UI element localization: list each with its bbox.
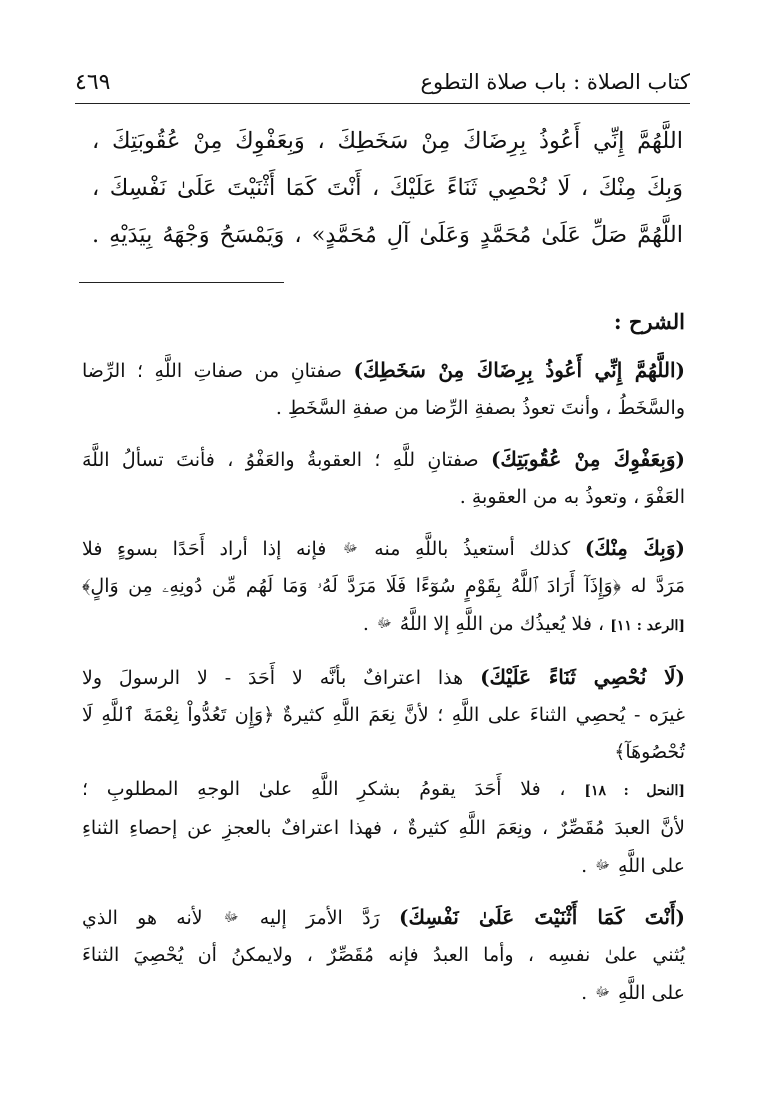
commentary-paragraph [82,899,685,1012]
commentary-paragraph [82,530,685,645]
paragraph-text: ، فلا يُعيذُك من اللَّهِ إلا اللَّهُ [399,613,605,635]
hadith-line: وَبِكَ مِنْكَ ، لَا نُحْصِي ثَنَاءً عَلَيْكَ ، أَنْتَ كَمَا أَثْنَيْتَ عَلَىٰ نَفْسِكَ ، [92,175,683,201]
paragraph-text: غيرَه - يُحصِي الثناءَ على اللَّهِ ؛ لأنَّ نِعَمَ اللَّهِ كثيرةٌ [282,704,685,726]
hadith-text [92,118,683,259]
commentary-title: الشرح : [613,309,685,334]
hadith-phrase: (لَا نُحْصِي ثَنَاءً عَلَيْكَ) [480,665,685,689]
honorific-symbol: ﷻ [595,985,610,1000]
paragraph-text: على اللَّهِ [617,855,685,877]
quran-verse: ﴿وَإِن تَعُدُّواْ نِعْمَةَ ٱللَّهِ لَا تُحْصُوهَآ﴾ [82,704,685,763]
page-number: ٤٦٩ [75,69,111,95]
paragraph-text: فإنه إذا أراد أَحَدًا بسوءٍ فلا [82,538,327,560]
honorific-symbol: ﷻ [223,910,239,925]
paragraph-text: رَدَّ الأمرَ إليه [259,907,380,929]
paragraph-text: كذلك أستعيذُ باللَّهِ منه [374,538,571,560]
commentary-paragraph [82,441,685,516]
chapter-title: كتاب الصلاة : باب صلاة التطوع [420,70,690,94]
honorific-symbol: ﷻ [342,541,358,556]
hadith-phrase: (أَنْتَ كَمَا أَثْنَيْتَ عَلَىٰ نَفْسِكَ) [398,905,686,929]
paragraph-text: صفتانِ للَّهِ ؛ العقوبةُ والعَفْوُ ، فأنتَ تسألُ اللَّهَ [82,449,479,471]
paragraph-text: . [581,855,588,877]
honorific-symbol: ﷻ [376,616,392,631]
paragraph-text: والسَّخَطُ ، وأنتَ تعوذُ بصفةِ الرِّضا من صفةِ السَّخَطِ . [275,397,685,419]
hadith-line: اللَّهُمَّ صَلِّ عَلَىٰ مُحَمَّدٍ وَعَلَىٰ آلِ مُحَمَّدٍ» ، وَيَمْسَحُ وَجْهَهُ بِيَدَيْهِ . [92,222,683,248]
paragraph-text: . [362,613,369,635]
paragraph-text: يُثني علىٰ نفسِه ، وأما العبدُ فإنه مُقَصِّرٌ ، ولايمكنُ أن يُحْصِيَ الثناءَ [82,944,685,966]
commentary-paragraph [82,352,685,427]
hadith-phrase: (وَبِعَفْوِكَ مِنْ عُقُوبَتِكَ) [490,447,686,471]
paragraph-text: صفتانِ من صفاتِ اللَّهِ ؛ الرِّضا [82,360,342,382]
section-rule [79,282,284,283]
paragraph-text: مَرَدَّ له [630,575,685,597]
header-rule [75,103,690,104]
paragraph-text: . [581,982,588,1004]
paragraph-text: هذا اعترافٌ بأنَّه لا أَحَدَ - لا الرسولَ ولا [82,667,464,689]
quran-verse: ﴿وَإِذَآ أَرَادَ ٱللَّهُ بِقَوْمٍ سُوٓءًا فَلَا مَرَدَّ لَهُۥ وَمَا لَهُم مِّن دُونِهِۦ مِن وَالٍ﴾ [82,575,622,597]
hadith-phrase: (وَبِكَ مِنْكَ) [584,536,685,560]
commentary [82,303,685,1026]
paragraph-text: على اللَّهِ [617,982,685,1004]
paragraph-text: لأنَّ العبدَ مُقَصِّرٌ ، ونِعَمَ اللَّهِ كثيرةٌ ، فهذا اعترافٌ بالعجزِ عن إحصاءِ الثناءِ [82,817,685,839]
hadith-phrase: (اللَّهُمَّ إِنِّي أَعُوذُ بِرِضَاكَ مِنْ سَخَطِكَ) [353,358,685,382]
paragraph-text: العَفْوَ ، وتعوذُ به من العقوبةِ . [459,486,685,508]
honorific-symbol: ﷻ [595,858,610,873]
quran-reference: [الرعد : ١١] [610,618,685,634]
paragraph-text: لأنه هو الذي [82,907,203,929]
hadith-line: اللَّهُمَّ إِنِّي أَعُوذُ بِرِضَاكَ مِنْ سَخَطِكَ ، وَبِعَفْوِكَ مِنْ عُقُوبَتِكَ ، [92,128,683,154]
running-header [75,62,690,102]
paragraph-text: ، فلا أَحَدَ يقومُ بشكرِ اللَّهِ علىٰ الوجهِ المطلوبِ ؛ [82,778,566,800]
quran-reference: [النحل : ١٨] [584,783,685,799]
commentary-paragraph [82,659,685,885]
